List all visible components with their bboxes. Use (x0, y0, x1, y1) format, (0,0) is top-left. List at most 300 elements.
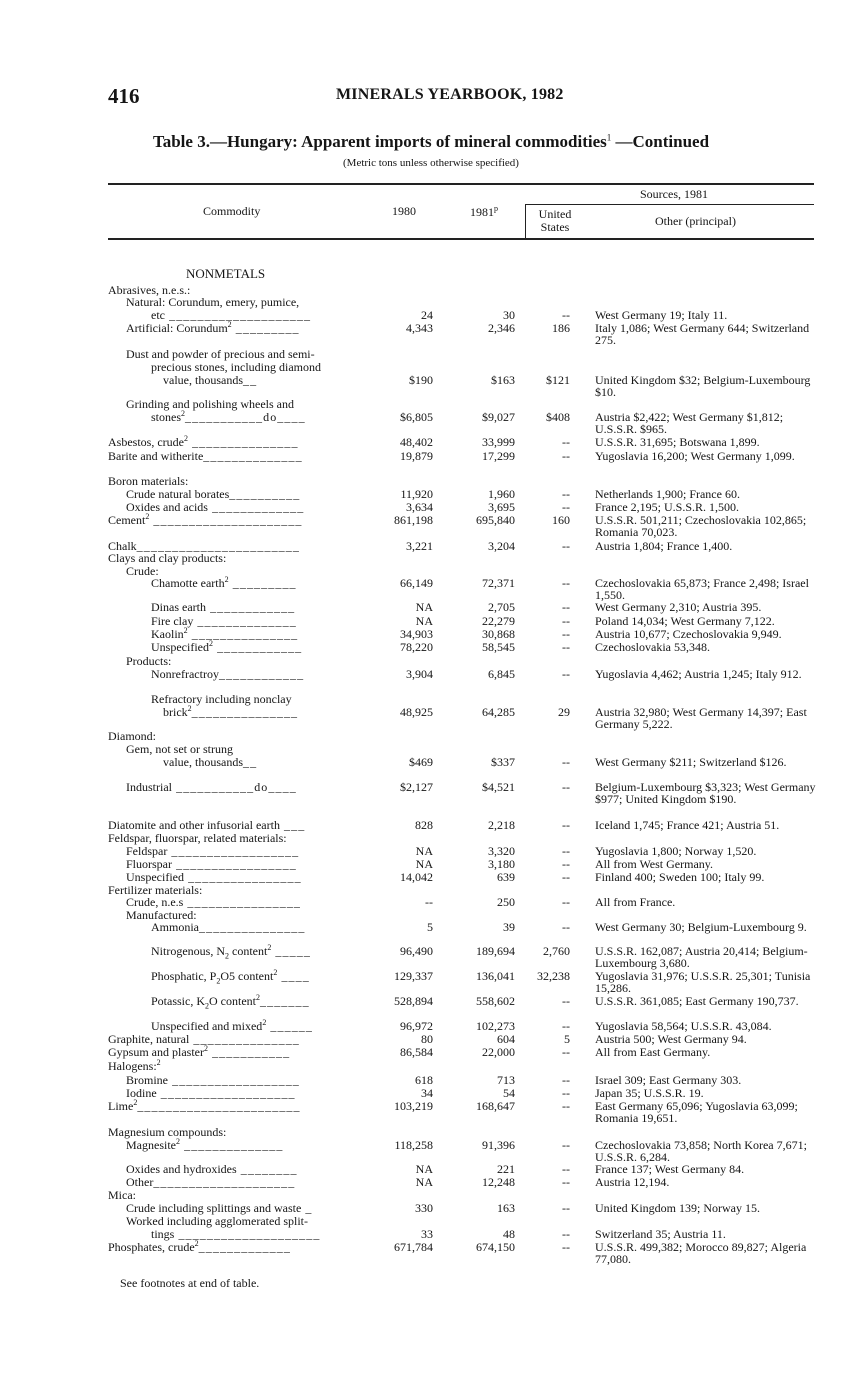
dot-leader: ______________ (203, 449, 303, 463)
commodity-cell (108, 730, 156, 742)
footnote-mark: 2 (133, 1098, 138, 1107)
value-other-sources: West Germany 2,310; Austria 395. (595, 600, 762, 614)
value-united-states: -- (562, 870, 570, 884)
dot-leader: ____________________ (174, 1227, 321, 1241)
dot-leader: __ (243, 373, 258, 387)
commodity-label: Abrasives, n.e.s.: (108, 283, 191, 297)
value-1980: 96,490 (400, 944, 433, 958)
commodity-label: Manufactured: (126, 908, 197, 922)
value-other-sources: France 2,195; U.S.S.R. 1,500. (595, 500, 739, 514)
value-1980: 66,149 (400, 576, 433, 590)
dot-leader: _______________________ (137, 1099, 301, 1113)
value-other-sources: Netherlands 1,900; France 60. (595, 487, 740, 501)
value-united-states: -- (562, 780, 570, 794)
table-title (0, 132, 862, 152)
commodity-label: value, thousands (163, 373, 243, 387)
dot-leader: _ (301, 1201, 313, 1215)
commodity-label: Mica: (108, 1188, 136, 1202)
commodity-cell (151, 601, 295, 613)
value-united-states: -- (562, 755, 570, 769)
commodity-label: Phosphates, crude (108, 1240, 195, 1254)
commodity-label: Crude natural borates (126, 487, 230, 501)
commodity-cell (151, 641, 302, 653)
commodity-cell (108, 475, 188, 487)
dot-leader: ________________ (183, 870, 302, 884)
value-united-states: -- (562, 640, 570, 654)
commodity-label: Ammonia (151, 920, 199, 934)
commodity-cell (126, 858, 297, 870)
commodity-label: Crude: (126, 564, 159, 578)
table-title-text: Table 3.—Hungary: Apparent imports of mineral commodities (152, 132, 607, 151)
value-1980: 828 (415, 818, 433, 832)
value-1981: 163 (497, 1201, 515, 1215)
value-other-sources: U.S.S.R. 31,695; Botswana 1,899. (595, 435, 760, 449)
dot-leader: _______________ (187, 435, 299, 449)
value-other-sources: Belgium-Luxembourg $3,323; West Germany $977; United Kingdom $190. (595, 780, 816, 806)
value-1980: 48,925 (400, 705, 433, 719)
dot-leader: ____________ (218, 667, 305, 681)
value-united-states: -- (562, 818, 570, 832)
col-commodity: Commodity (203, 204, 261, 218)
value-1981: 22,279 (482, 614, 515, 628)
value-1981: 2,705 (488, 600, 515, 614)
value-united-states: 32,238 (537, 969, 570, 983)
dot-leader: _____________________ (149, 513, 303, 527)
value-1980: 861,198 (394, 513, 433, 527)
commodity-label: Unspecified (151, 640, 209, 654)
commodity-cell (108, 1046, 290, 1058)
value-1981: 39 (503, 920, 515, 934)
value-1981: 221 (497, 1162, 515, 1176)
value-united-states: 5 (564, 1032, 570, 1046)
commodity-label: Chamotte earth (151, 576, 225, 590)
value-1980: 3,221 (406, 539, 433, 553)
value-united-states: -- (562, 1099, 570, 1113)
commodity-label: Grinding and polishing wheels and (126, 397, 294, 411)
value-other-sources: All from East Germany. (595, 1045, 711, 1059)
col-1981-mark: p (494, 204, 498, 213)
commodity-label: Fire clay (151, 614, 194, 628)
value-united-states: -- (562, 539, 570, 553)
value-united-states: -- (562, 857, 570, 871)
commodity-label: Crude including splittings and waste (126, 1201, 302, 1215)
commodity-label: Barite and witherite (108, 449, 204, 463)
dot-leader: ______________ (193, 614, 297, 628)
value-1981: 72,371 (482, 576, 515, 590)
value-1981: 2,346 (488, 321, 515, 335)
commodity-label: Products: (126, 654, 172, 668)
commodity-label: Fertilizer materials: (108, 883, 203, 897)
value-1981: $4,521 (482, 780, 515, 794)
value-1980: 3,904 (406, 667, 433, 681)
value-1980: -- (425, 895, 433, 909)
value-1980: 103,219 (394, 1099, 433, 1113)
commodity-label: Gem, not set or strung (126, 742, 233, 756)
commodity-label: Unspecified (126, 870, 184, 884)
value-united-states: -- (562, 576, 570, 590)
top-rule (108, 183, 814, 185)
dot-leader: _______ (260, 994, 310, 1008)
value-other-sources: All from West Germany. (595, 857, 714, 871)
commodity-cell (108, 1241, 291, 1253)
commodity-label: Magnesite (126, 1138, 176, 1152)
value-other-sources: Yugoslavia 16,200; West Germany 1,099. (595, 449, 795, 463)
commodity-label-rest: O content (209, 994, 256, 1008)
value-other-sources: All from France. (595, 895, 676, 909)
dot-leader: _______________ (191, 705, 299, 719)
value-1981: $337 (491, 755, 515, 769)
commodity-label: brick (163, 705, 188, 719)
value-other-sources: West Germany 30; Belgium-Luxembourg 9. (595, 920, 807, 934)
value-1981: 17,299 (482, 449, 515, 463)
commodity-label: Gypsum and plaster (108, 1045, 204, 1059)
value-other-sources: United Kingdom 139; Norway 15. (595, 1201, 760, 1215)
commodity-cell (151, 361, 321, 373)
footnote-mark: 2 (183, 434, 188, 443)
footnote-mark: 2 (262, 1018, 267, 1027)
value-united-states: 2,760 (543, 944, 570, 958)
commodity-cell (126, 871, 302, 883)
value-1981: 250 (497, 895, 515, 909)
commodity-label: Oxides and acids (126, 500, 208, 514)
commodity-label: precious stones, including diamond (151, 360, 321, 374)
value-1981: 3,180 (488, 857, 515, 871)
value-1981: 30 (503, 308, 515, 322)
dot-leader: __________ (229, 487, 301, 501)
dot-leader: _________ (231, 321, 300, 335)
value-united-states: -- (562, 1073, 570, 1087)
footnote-mark: 2 (194, 1239, 199, 1248)
commodity-cell (163, 756, 257, 768)
value-1980: $2,127 (400, 780, 433, 794)
dot-leader: _______________ (189, 1032, 300, 1046)
value-1981: 1,960 (488, 487, 515, 501)
value-1980: NA (415, 844, 433, 858)
value-1980: 34,903 (400, 627, 433, 641)
value-1980: 78,220 (400, 640, 433, 654)
value-1980: 11,920 (400, 487, 433, 501)
col-1981 (470, 204, 498, 220)
value-other-sources: Austria 10,677; Czechoslovakia 9,949. (595, 627, 782, 641)
table-title-footnote: 1 (606, 132, 612, 143)
value-other-sources: Austria 500; West Germany 94. (595, 1032, 747, 1046)
dot-leader: _______________ (199, 920, 306, 934)
dot-leader: _________ (228, 576, 297, 590)
dot-leader: ____________ (212, 640, 303, 654)
commodity-label: Iodine (126, 1086, 157, 1100)
dot-leader: ____________________ (153, 1175, 296, 1189)
value-other-sources: Austria 12,194. (595, 1175, 670, 1189)
commodity-cell (151, 577, 297, 589)
commodity-cell (108, 832, 287, 844)
value-1980: 34 (421, 1086, 433, 1100)
value-1980: 129,337 (394, 969, 433, 983)
value-united-states: -- (562, 449, 570, 463)
commodity-cell (151, 628, 298, 640)
footnote-mark: 2 (183, 626, 188, 635)
value-1981: 639 (497, 870, 515, 884)
value-other-sources: Austria 1,804; France 1,400. (595, 539, 733, 553)
dot-leader: __________________ (168, 1073, 300, 1087)
commodity-cell (126, 1163, 298, 1175)
commodity-label: Potassic, K (151, 994, 205, 1008)
value-united-states: $408 (546, 410, 570, 424)
commodity-cell (108, 1189, 136, 1201)
commodity-label: Asbestos, crude (108, 435, 184, 449)
commodity-cell (126, 655, 171, 667)
value-united-states: -- (562, 994, 570, 1008)
value-1981: 136,041 (476, 969, 515, 983)
value-1981: 695,840 (476, 513, 515, 527)
commodity-cell (108, 1126, 226, 1138)
commodity-cell (108, 436, 299, 448)
commodity-label: Kaolin (151, 627, 184, 641)
value-1981: 33,999 (482, 435, 515, 449)
value-other-sources: East Germany 65,096; Yugoslavia 63,099; Romania 19,651. (595, 1099, 798, 1125)
col-1980: 1980 (392, 204, 416, 218)
commodity-label: Nitrogenous, N (151, 944, 225, 958)
value-united-states: 29 (558, 705, 570, 719)
commodity-label: Dinas earth (151, 600, 206, 614)
table-subtitle: (Metric tons unless otherwise specified) (343, 157, 519, 169)
value-1980: 14,042 (400, 870, 433, 884)
value-1980: 5 (427, 920, 433, 934)
value-1981: 2,218 (488, 818, 515, 832)
us-divider (525, 204, 526, 238)
value-1981: 22,000 (482, 1045, 515, 1059)
value-1980: 528,894 (394, 994, 433, 1008)
commodity-label: Cement (108, 513, 146, 527)
value-united-states: -- (562, 1138, 570, 1152)
commodity-label: Oxides and hydroxides (126, 1162, 237, 1176)
dot-leader: _____ (271, 944, 311, 958)
dot-leader: __ (243, 755, 258, 769)
value-other-sources: U.S.S.R. 501,211; Czechoslovakia 102,865; Romania 70,023. (595, 513, 807, 539)
commodity-cell (151, 993, 310, 1011)
value-1980: 48,402 (400, 435, 433, 449)
value-other-sources: Czechoslovakia 65,873; France 2,498; Israel 1,550. (595, 576, 809, 602)
value-1981: 6,845 (488, 667, 515, 681)
commodity-label: Artificial: Corundum (126, 321, 228, 335)
value-other-sources: U.S.S.R. 162,087; Austria 20,414; Belgium-Luxembourg 3,680. (595, 944, 808, 970)
value-1980: 671,784 (394, 1240, 433, 1254)
value-other-sources: Austria $2,422; West Germany $1,812; U.S.S.R. $965. (595, 410, 784, 436)
value-other-sources: Finland 400; Sweden 100; Italy 99. (595, 870, 765, 884)
subscript: 2 (225, 951, 229, 961)
value-1981: 3,695 (488, 500, 515, 514)
footnote-note: See footnotes at end of table. (120, 1276, 260, 1290)
value-1981: 91,396 (482, 1138, 515, 1152)
commodity-cell (151, 693, 292, 705)
value-other-sources: Israel 309; East Germany 303. (595, 1073, 742, 1087)
value-other-sources: Yugoslavia 1,800; Norway 1,520. (595, 844, 757, 858)
footnote-mark: 2 (208, 639, 213, 648)
value-1980: 96,972 (400, 1019, 433, 1033)
value-other-sources: Austria 32,980; West Germany 14,397; East Germany 5,222. (595, 705, 807, 731)
value-other-sources: Switzerland 35; Austria 11. (595, 1227, 726, 1241)
value-united-states: $121 (546, 373, 570, 387)
table-title-suffix: —Continued (611, 132, 710, 151)
value-united-states: -- (562, 1019, 570, 1033)
footnote-mark: 2 (256, 993, 260, 1002)
commodity-cell (126, 488, 300, 500)
value-1980: NA (415, 857, 433, 871)
dot-leader: _____________ (207, 500, 305, 514)
col-sources: Sources, 1981 (640, 187, 708, 201)
value-other-sources: Czechoslovakia 53,348. (595, 640, 710, 654)
dot-leader: _________________ (172, 857, 297, 871)
value-united-states: -- (562, 1201, 570, 1215)
commodity-cell (126, 348, 315, 360)
value-1981: 558,602 (476, 994, 515, 1008)
footnote-mark: 2 (224, 575, 229, 584)
commodity-cell (151, 1020, 313, 1032)
page-number: 416 (108, 84, 140, 108)
value-1981: 713 (497, 1073, 515, 1087)
commodity-label: Chalk (108, 539, 137, 553)
value-united-states: -- (562, 1045, 570, 1059)
value-united-states: 186 (552, 321, 570, 335)
value-1981: 674,150 (476, 1240, 515, 1254)
commodity-label: Halogens: (108, 1059, 157, 1073)
value-other-sources: Iceland 1,745; France 421; Austria 51. (595, 818, 780, 832)
footnote-mark: 2 (176, 1137, 180, 1146)
commodity-label-rest: content (229, 944, 268, 958)
commodity-label: Dust and powder of precious and semi- (126, 347, 315, 361)
value-other-sources: Poland 14,034; West Germany 7,122. (595, 614, 775, 628)
commodity-label: Industrial (126, 780, 172, 794)
commodity-cell (126, 1202, 313, 1214)
value-other-sources: Italy 1,086; West Germany 644; Switzerland 275. (595, 321, 810, 347)
value-1980: 19,879 (400, 449, 433, 463)
commodity-label: value, thousands (163, 755, 243, 769)
dot-leader: ___ (279, 818, 306, 832)
commodity-cell (108, 1060, 161, 1072)
dot-leader: ___________do____ (172, 780, 297, 794)
footnote-mark: 2 (187, 704, 192, 713)
value-1980: $190 (409, 373, 433, 387)
commodity-label: Fluorspar (126, 857, 172, 871)
value-united-states: -- (562, 627, 570, 641)
commodity-cell (151, 615, 297, 627)
col-other: Other (principal) (655, 214, 736, 228)
col-1981-label: 1981 (470, 205, 494, 219)
commodity-cell (108, 1100, 301, 1112)
sources-rule (525, 204, 814, 205)
commodity-cell (108, 514, 303, 526)
value-other-sources: Japan 35; U.S.S.R. 19. (595, 1086, 704, 1100)
commodity-cell (126, 845, 299, 857)
commodity-label: Nonrefractroy (151, 667, 219, 681)
commodity-cell (126, 1176, 295, 1188)
dot-leader: ______ (266, 1019, 314, 1033)
commodity-label: Refractory including nonclay (151, 692, 292, 706)
value-1981: 54 (503, 1086, 515, 1100)
col-us: United States (538, 207, 572, 234)
commodity-label: Unspecified and mixed (151, 1019, 263, 1033)
commodity-label: Other (126, 1175, 154, 1189)
commodity-label: Feldspar (126, 844, 168, 858)
commodity-cell (126, 1139, 284, 1151)
value-1980: 618 (415, 1073, 433, 1087)
value-1981: 189,694 (476, 944, 515, 958)
dot-leader: ________________ (183, 895, 302, 909)
value-1981: 102,273 (476, 1019, 515, 1033)
footnote-mark: 2 (203, 1044, 208, 1053)
commodity-label: etc (151, 308, 165, 322)
dot-leader: ____________ (205, 600, 296, 614)
dot-leader: ___________________ (156, 1086, 296, 1100)
dot-leader: _______________ (187, 627, 299, 641)
commodity-cell (126, 322, 300, 334)
subscript: 2 (205, 1001, 209, 1011)
value-1980: 330 (415, 1201, 433, 1215)
commodity-cell (126, 896, 301, 908)
commodity-cell (126, 1074, 300, 1086)
commodity-cell (126, 296, 299, 308)
commodity-label: stones (151, 410, 181, 424)
value-1981: 58,545 (482, 640, 515, 654)
commodity-cell (151, 668, 304, 680)
commodity-label: Crude, n.e.s (126, 895, 184, 909)
value-1981: $9,027 (482, 410, 515, 424)
value-other-sources: Yugoslavia 58,564; U.S.S.R. 43,084. (595, 1019, 772, 1033)
value-united-states: -- (562, 895, 570, 909)
value-1980: NA (415, 614, 433, 628)
commodity-label: Diatomite and other infusorial earth (108, 818, 280, 832)
value-united-states: -- (562, 844, 570, 858)
value-united-states: -- (562, 487, 570, 501)
value-united-states: -- (562, 614, 570, 628)
commodity-label: Feldspar, fluorspar, related materials: (108, 831, 287, 845)
commodity-cell (108, 450, 303, 462)
dot-leader: ____________________ (165, 308, 312, 322)
dot-leader: ________ (236, 1162, 298, 1176)
commodity-label: Boron materials: (108, 474, 189, 488)
value-1981: 168,647 (476, 1099, 515, 1113)
dot-leader: _____________ (198, 1240, 291, 1254)
dot-leader: ____ (277, 969, 310, 983)
subscript: 2 (216, 976, 221, 986)
value-1980: 80 (421, 1032, 433, 1046)
value-united-states: -- (562, 308, 570, 322)
commodity-label: Bromine (126, 1073, 168, 1087)
value-united-states: -- (562, 920, 570, 934)
value-1980: 24 (421, 308, 433, 322)
footnote-mark: 2 (181, 409, 185, 418)
commodity-label: Diamond: (108, 729, 156, 743)
commodity-cell (126, 743, 233, 755)
dot-leader: ___________ (207, 1045, 291, 1059)
value-1980: NA (415, 1175, 433, 1189)
footnote-mark: 2 (156, 1058, 161, 1067)
value-1981: 3,204 (488, 539, 515, 553)
value-united-states: -- (562, 667, 570, 681)
book-title: MINERALS YEARBOOK, 1982 (336, 86, 564, 103)
value-1981: 604 (497, 1032, 515, 1046)
value-other-sources: United Kingdom $32; Belgium-Luxembourg $10. (595, 373, 811, 399)
value-1980: 3,634 (406, 500, 433, 514)
header-bottom-rule (108, 238, 814, 240)
value-united-states: -- (562, 1240, 570, 1254)
value-1980: 4,343 (406, 321, 433, 335)
value-other-sources: West Germany 19; Italy 11. (595, 308, 728, 322)
commodity-cell (151, 968, 310, 986)
section-heading: NONMETALS (186, 266, 266, 281)
value-1981: 3,320 (488, 844, 515, 858)
value-other-sources: Czechoslovakia 73,858; North Korea 7,671; U.S.S.R. 6,284. (595, 1138, 807, 1164)
commodity-cell (108, 552, 226, 564)
